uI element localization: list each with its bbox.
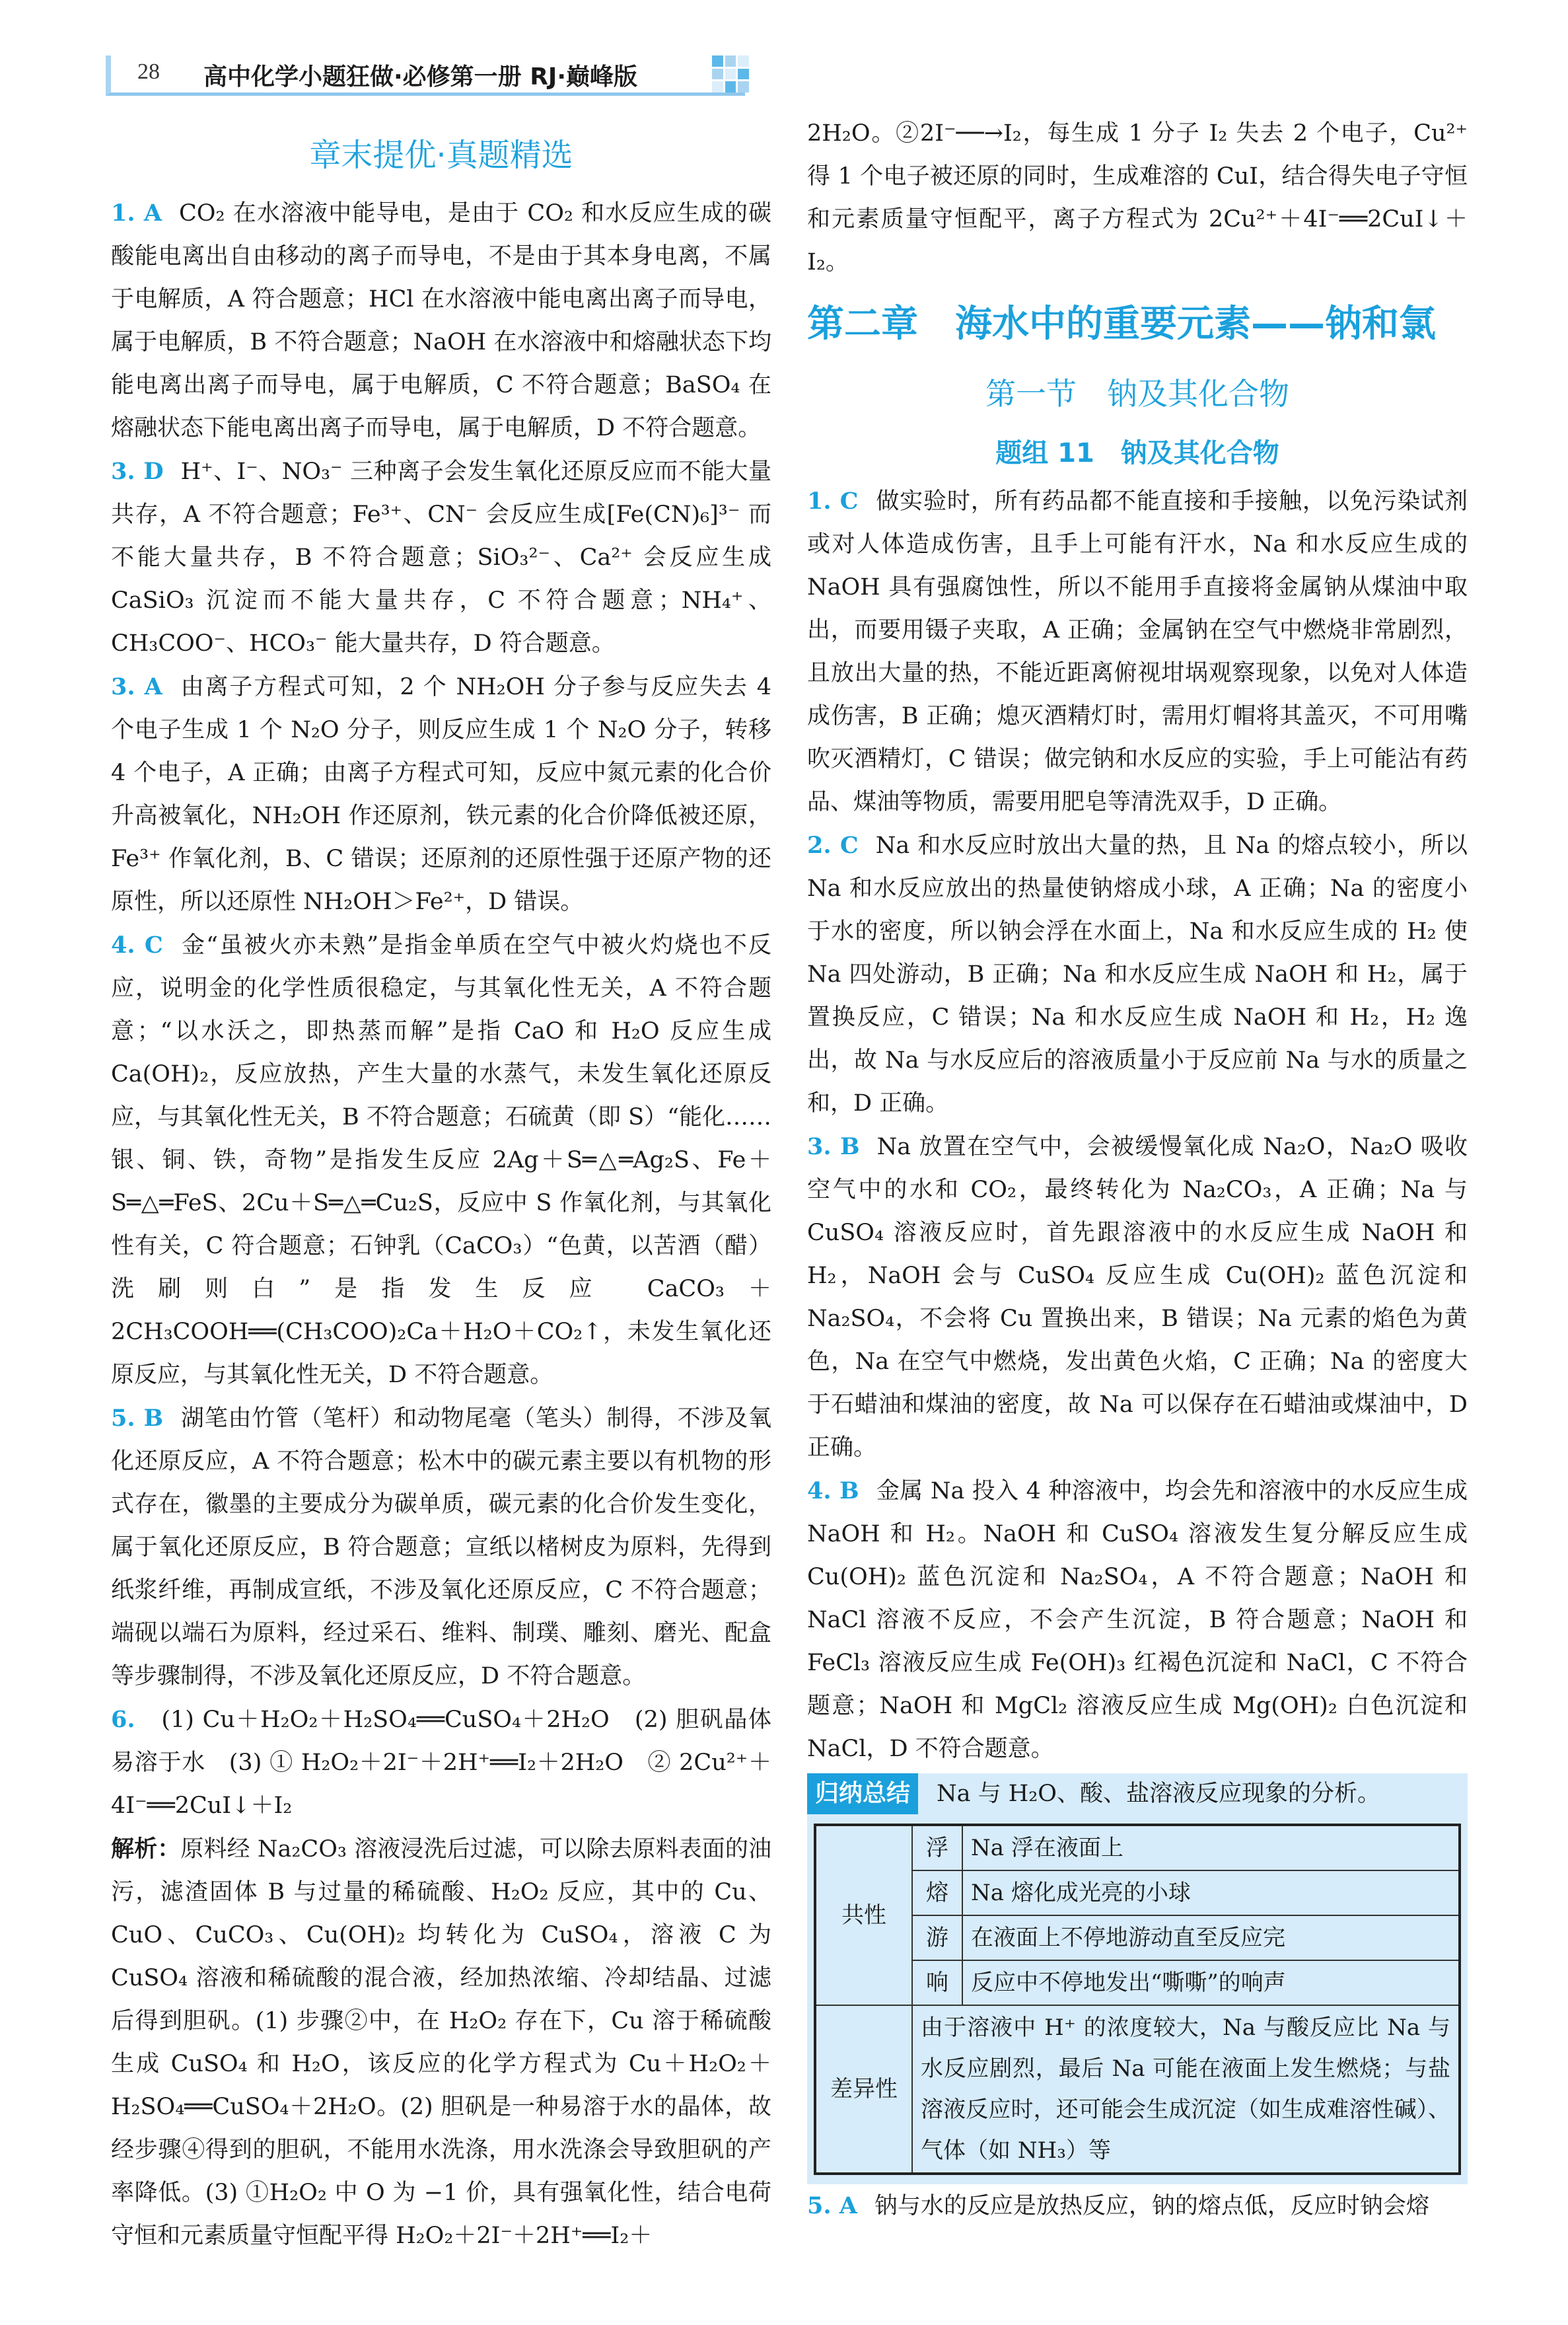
summary-row — [815, 1870, 1460, 1915]
phenomenon-key: 浮 — [912, 1825, 962, 1870]
item-answer: B — [840, 1133, 860, 1160]
item-answer: B — [839, 1477, 859, 1504]
item-number: 2. — [807, 832, 832, 859]
item-number: 3. — [111, 673, 135, 700]
analysis-text: 原料经 Na₂CO₃ 溶液浸洗后过滤，可以除去原料表面的油污，滤渣固体 B 与过量的稀硫酸、H₂O₂ 反应，其中的 Cu、CuO、CuCO₃、Cu(OH)₂ 均转化为 CuSO₄，溶液 C 为 CuSO₄ 溶液和稀硫酸的混合液，经加热浓缩、冷却结晶、过滤后得到胆矾。(1) 步骤②中，在 H₂O₂ 存在下，Cu 溶于稀硫酸生成 CuSO₄ 和 H₂O，该反应的化学方程式为 Cu＋H₂O₂＋H₂SO₄══CuSO₄＋2H₂O。(2) 胆矾是一种易溶于水的晶体，故经步骤④得到的胆矾，不能用水洗涤，用水洗涤会导致胆矾的产率降低。(3) ①H₂O₂ 中 O 为 −1 价，具有强氧化性，结合电荷守恒和元素质量守恒配平得 H₂O₂＋2I⁻＋2H⁺══I₂＋ — [111, 1836, 771, 2249]
item-text: 金属 Na 投入 4 种溶液中，均会先和溶液中的水反应生成 NaOH 和 H₂。NaOH 和 CuSO₄ 溶液发生复分解反应生成 Cu(OH)₂ 蓝色沉淀和 Na₂SO₄，A 不符合题意；NaOH 和 NaCl 溶液不反应，不会产生沉淀，B 符合题意；NaOH 和 FeCl₃ 溶液反应生成 Fe(OH)₃ 红褐色沉淀和 NaCl，C 不符合题意；NaOH 和 MgCl₂ 溶液反应生成 Mg(OH)₂ 白色沉淀和 NaCl，D 不符合题意。 — [807, 1478, 1468, 1762]
item-number: 4. — [111, 932, 135, 959]
phenomenon-key: 熔 — [912, 1870, 962, 1915]
item-answer: C — [144, 932, 163, 959]
left-column — [111, 126, 771, 2258]
item-number: 1. — [807, 488, 832, 515]
item-answer: A — [143, 200, 162, 227]
running-header — [106, 55, 745, 96]
item-text: 钠与水的反应是放热反应，钠的熔点低，反应时钠会熔 — [874, 2193, 1429, 2219]
item-text: CO₂ 在水溶液中能导电，是由于 CO₂ 和水反应生成的碳酸能电离出自由移动的离子而导电，不是由于其本身电离，不属于电解质，A 符合题意；HCl 在水溶液中能电离出离子而导电，属于电解质，B 不符合题意；NaOH 在水溶液中和熔融状态下均能电离出离子而导电，属于电解质，C 不符合题意；BaSO₄ 在熔融状态下能电离出离子而导电，属于电解质，D 不符合题意。 — [111, 200, 772, 441]
item-number: 6. — [111, 1706, 135, 1733]
summary-row — [815, 2005, 1460, 2174]
answer-item — [111, 665, 771, 924]
item-number: 5. — [111, 1405, 135, 1432]
item-answer: C — [839, 488, 859, 515]
item-text: H⁺、I⁻、NO₃⁻ 三种离子会发生氧化还原反应而不能大量共存，A 不符合题意；Fe³⁺、CN⁻ 会反应生成[Fe(CN)₆]³⁻ 而不能大量共存，B 不符合题意；SiO₃²⁻、Ca²⁺ 会反应生成 CaSiO₃ 沉淀而不能大量共存，C 不符合题意；NH₄⁺、CH₃COO⁻、HCO₃⁻ 能大量共存，D 符合题意。 — [111, 459, 772, 657]
summary-row — [815, 1960, 1460, 2005]
item-number: 4. — [807, 1477, 832, 1504]
item-text: (1) Cu＋H₂O₂＋H₂SO₄══CuSO₄＋2H₂O (2) 胆矾晶体易溶于水 (3) ① H₂O₂＋2I⁻＋2H⁺══I₂＋2H₂O ② 2Cu²⁺＋4I⁻══2CuI↓＋I₂ — [111, 1707, 771, 1819]
item-text: 做实验时，所有药品都不能直接和手接触，以免污染试剂或对人体造成伤害，且手上可能有汗水，Na 和水反应生成的 NaOH 具有强腐蚀性，所以不能用手直接将金属钠从煤油中取出，而要用镊子夹取，A 正确；金属钠在空气中燃烧非常剧烈，且放出大量的热，不能近距离俯视坩埚观察现象，以免对人体造成伤害，B 正确；熄灭酒精灯时，需用灯帽将其盖灭，不可用嘴吹灭酒精灯，C 错误；做完钠和水反应的实验，手上可能沾有药品、煤油等物质，需要用肥皂等清洗双手，D 正确。 — [807, 488, 1468, 815]
diff-label: 差异性 — [815, 2005, 912, 2174]
book-title: 高中化学小题狂做·必修第一册 RJ·巅峰版 — [203, 63, 638, 91]
section-heading: 第一节 钠及其化合物 — [985, 376, 1289, 412]
item-answer: B — [143, 1405, 164, 1432]
item-answer: A — [839, 2192, 857, 2219]
header-grid-decoration-icon — [712, 55, 749, 92]
item-number: 1. — [111, 200, 135, 227]
diff-text: 由于溶液中 H⁺ 的浓度较大，Na 与酸反应比 Na 与水反应剧烈，最后 Na 可能在液面上发生燃烧；与盐溶液反应时，还可能会生成沉淀（如生成难溶性碱）、气体（如 NH₃）等 — [912, 2005, 1460, 2174]
item-text: Na 放置在空气中，会被缓慢氧化成 Na₂O，Na₂O 吸收空气中的水和 CO₂，最终转化为 Na₂CO₃，A 正确；Na 与 CuSO₄ 溶液反应时，首先跟溶液中的水反应生成 NaOH 和 H₂，NaOH 会与 CuSO₄ 反应生成 Cu(OH)₂ 蓝色沉淀和 Na₂SO₄，不会将 Cu 置换出来，B 错误；Na 元素的焰色为黄色，Na 在空气中燃烧，发出黄色火焰，C 正确；Na 的密度大于石蜡油和煤油的密度，故 Na 可以保存在石蜡油或煤油中，D 正确。 — [807, 1134, 1468, 1461]
item-text: 湖笔由竹管（笔杆）和动物尾毫（笔头）制得，不涉及氧化还原反应，A 不符合题意；松木中的碳元素主要以有机物的形式存在，徽墨的主要成分为碳单质，碳元素的化合价发生变化，属于氧化还原反应，B 符合题意；宣纸以楮树皮为原料，先得到纸浆纤维，再制成宣纸，不涉及氧化还原反应，C 不符合题意；端砚以端石为原料，经过采石、维料、制璞、雕刻、磨光、配盒等步骤制得，不涉及氧化还原反应，D 不符合题意。 — [111, 1405, 771, 1689]
summary-row — [815, 1915, 1460, 1960]
phenomenon-key: 游 — [912, 1915, 962, 1960]
answer-item — [111, 1397, 771, 1698]
phenomenon-desc: 反应中不停地发出“嘶嘶”的响声 — [962, 1960, 1460, 2005]
phenomenon-desc: 在液面上不停地游动直至反应完 — [962, 1915, 1460, 1960]
answer-item — [807, 1125, 1468, 1469]
analysis — [111, 1827, 771, 2258]
item-number: 3. — [807, 1133, 832, 1160]
chapter-title: 第二章 海水中的重要元素——钠和氯 — [807, 303, 1436, 346]
phenomenon-desc: Na 熔化成光亮的小球 — [962, 1870, 1460, 1915]
page-number: 28 — [137, 59, 160, 84]
right-column — [807, 112, 1468, 2228]
item-number: 3. — [111, 458, 135, 485]
analysis-label: 解析： — [111, 1835, 181, 1863]
item-text: 由离子方程式可知，2 个 NH₂OH 分子参与反应失去 4 个电子生成 1 个 N₂O 分子，则反应生成 1 个 N₂O 分子，转移 4 个电子，A 正确；由离子方程式可知，反应中氮元素的化合价升高被氧化，NH₂OH 作还原剂，铁元素的化合价降低被还原，Fe³⁺ 作氧化剂，B、C 错误；还原剂的还原性强于还原产物的还原性，所以还原性 NH₂OH＞Fe²⁺，D 错误。 — [111, 674, 771, 915]
item-answer: A — [144, 673, 162, 700]
summary-box — [807, 1773, 1468, 2184]
summary-row — [815, 1825, 1460, 1870]
phenomenon-key: 响 — [912, 1960, 962, 2005]
phenomenon-desc: Na 浮在液面上 — [962, 1825, 1460, 1870]
common-label: 共性 — [815, 1825, 912, 2005]
summary-table — [814, 1824, 1461, 2175]
item-text: Na 和水反应时放出大量的热，且 Na 的熔点较小，所以 Na 和水反应放出的热量使钠熔成小球，A 正确；Na 的密度小于水的密度，所以钠会浮在水面上，Na 和水反应生成的 H₂ 使 Na 四处游动，B 正确；Na 和水反应生成 NaOH 和 H₂，属于置换反应，C 错误；Na 和水反应生成 NaOH 和 H₂，H₂ 逸出，故 Na 与水反应后的溶液质量小于反应前 Na 与水的质量之和，D 正确。 — [807, 832, 1468, 1117]
answer-item — [807, 824, 1468, 1125]
answer-item — [807, 2184, 1468, 2228]
continuation-text: 2H₂O。②2I⁻──→I₂，每生成 1 分子 I₂ 失去 2 个电子，Cu²⁺ 得 1 个电子被还原的同时，生成难溶的 CuI，结合得失电子守恒和元素质量守恒配平，离子方程式为 2Cu²⁺＋4I⁻══2CuI↓＋I₂。 — [807, 120, 1468, 276]
summary-tag: 归纳总结 — [807, 1773, 918, 1814]
item-answer: C — [839, 832, 859, 859]
answer-item — [807, 1469, 1468, 1771]
section-title: 章末提优·真题精选 — [309, 137, 573, 174]
item-text: 金“虽被火亦未熟”是指金单质在空气中被火灼烧也不反应，说明金的化学性质很稳定，与其氧化性无关，A 不符合题意；“以水沃之，即热蒸而解”是指 CaO 和 H₂O 反应生成 Ca(OH)₂，反应放热，产生大量的水蒸气，未发生氧化还原反应，与其氧化性无关，B 不符合题意；石硫黄（即 S）“能化……银、铜、铁，奇物”是指发生反应 2Ag＋S═△═Ag₂S、Fe＋S═△═FeS、2Cu＋S═△═Cu₂S，反应中 S 作氧化剂，与其氧化性有关，C 符合题意；石钟乳（CaCO₃）“色黄，以苦酒（醋）洗刷则白”是指发生反应 CaCO₃＋2CH₃COOH══(CH₃COO)₂Ca＋H₂O＋CO₂↑，未发生氧化还原反应，与其氧化性无关，D 不符合题意。 — [111, 932, 772, 1388]
answer-item — [111, 1698, 771, 1827]
group-heading: 题组 11 钠及其化合物 — [995, 438, 1279, 468]
answer-item — [111, 924, 771, 1397]
item-number: 5. — [807, 2192, 832, 2219]
item-answer: D — [143, 458, 164, 485]
summary-title: Na 与 H₂O、酸、盐溶液反应现象的分析。 — [937, 1780, 1381, 1807]
answer-item — [111, 450, 771, 665]
answer-item — [807, 480, 1468, 824]
answer-item — [111, 192, 771, 450]
